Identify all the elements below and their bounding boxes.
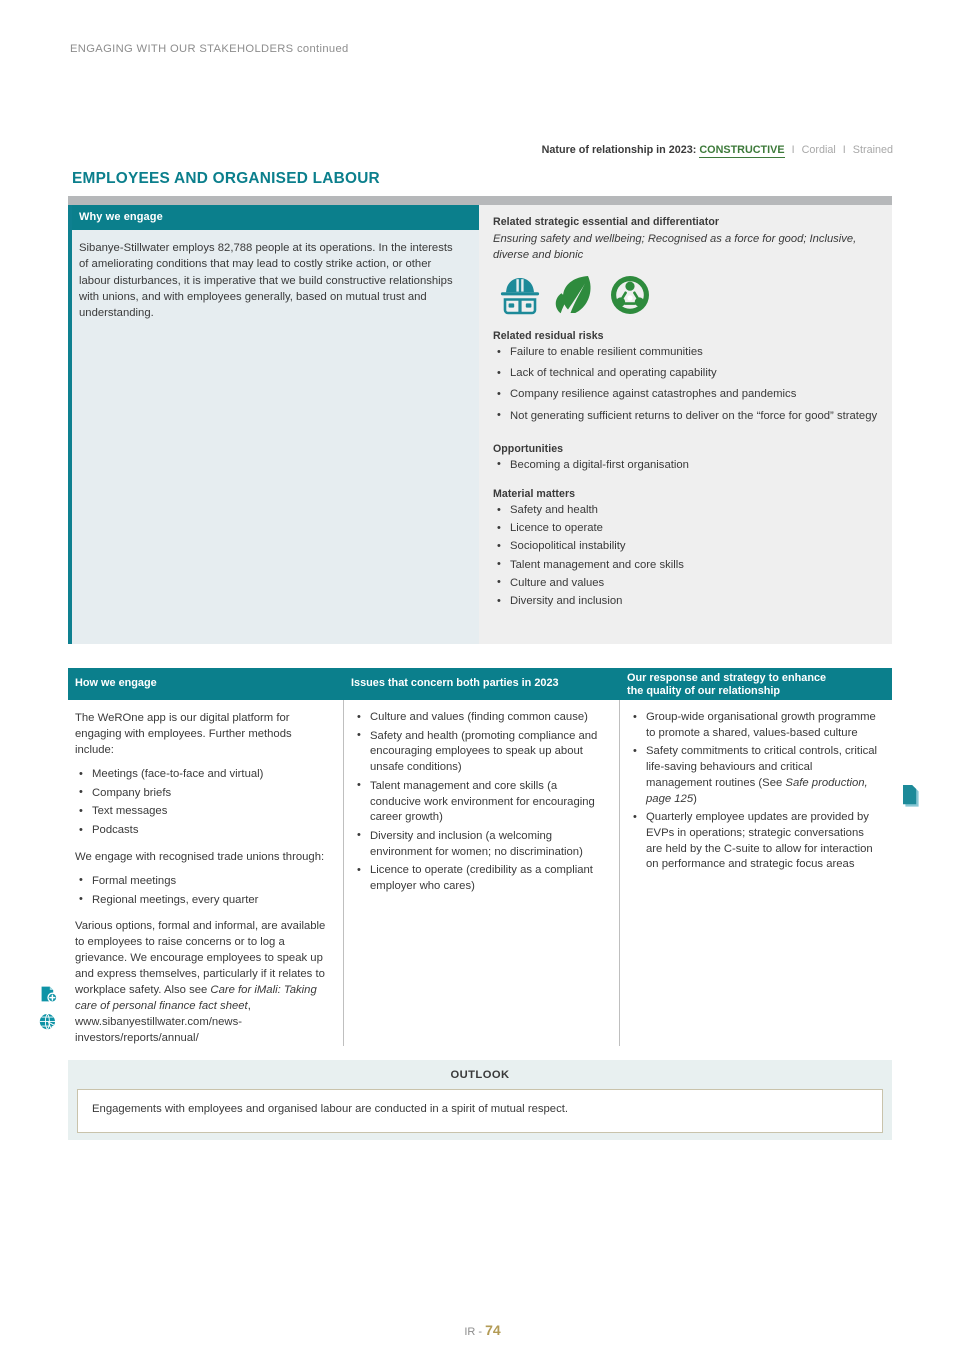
list-item: • Talent management and core skills: [493, 558, 878, 574]
material-matters-list: [493, 503, 878, 610]
page-footer: [0, 1322, 965, 1338]
grievance-text-part2: , www.sibanyestillwater.com/news-investors/reports/annual/: [75, 1000, 251, 1045]
outlook-block: [68, 1060, 892, 1140]
column-header-our-response: [620, 668, 892, 700]
opportunities-heading: Opportunities: [493, 442, 564, 455]
response-text-part1: Quarterly employee updates are provided by EVPs in operations; strategic conversations are held by the C-suite to allow for interaction on performance and strategic focus areas: [646, 811, 873, 871]
relationship-option-constructive: CONSTRUCTIVE: [699, 144, 785, 156]
outlook-title: OUTLOOK: [450, 1069, 510, 1081]
column-header-our-response-line1: Our response and strategy to enhance: [627, 672, 827, 684]
cell-how-we-engage: [68, 700, 344, 1046]
page-title: EMPLOYEES AND ORGANISED LABOUR: [72, 170, 380, 187]
relationship-legend: [542, 144, 893, 156]
relationship-option-strained: Strained: [852, 144, 893, 156]
list-item: • Diversity and inclusion (a welcoming environment for women; no discrimination): [353, 829, 606, 860]
list-item: • Diversity and inclusion: [493, 594, 878, 610]
list-item: • Licence to operate: [493, 521, 878, 537]
list-item: • Text messages: [75, 804, 330, 820]
list-item: [629, 810, 879, 873]
list-item: • Safety and health (promoting compliance and encouraging employees to speak up about unsafe conditions): [353, 729, 606, 776]
list-item: • Not generating sufficient returns to deliver on the “force for good” strategy: [493, 409, 878, 425]
opportunities-list: [493, 458, 878, 474]
grievance-fact-sheet-reference: Care for iMali: Taking care of personal finance fact sheet: [75, 984, 317, 1013]
table-row: [68, 700, 892, 1046]
people-circle-icon: [607, 273, 653, 317]
fact-sheet-icon[interactable]: [38, 984, 58, 1009]
grievance-text-part1: Various options, formal and informal, are available to employees to raise concerns or to log a grievance. We encourage employees to speak up and express themselves, particularly if it relates to workplace safety. Also see: [75, 920, 326, 997]
union-meetings-list: [75, 874, 330, 908]
strategic-essential-text: Ensuring safety and wellbeing; Recognised as a force for good; Inclusive, diverse and bionic: [493, 233, 857, 261]
list-item: • Failure to enable resilient communities: [493, 345, 878, 361]
response-text-part2: ): [693, 792, 697, 805]
list-item: • Regional meetings, every quarter: [75, 893, 330, 909]
list-item: • Sociopolitical instability: [493, 539, 878, 555]
response-text-part1: Group-wide organisational growth programme to promote a shared, values-based culture: [646, 711, 876, 739]
document-reference-icon[interactable]: [900, 784, 922, 815]
table-header-row: [68, 668, 892, 700]
outlook-text: Engagements with employees and organised labour are conducted in a spirit of mutual respect.: [77, 1089, 883, 1133]
globe-link-icon[interactable]: [38, 1012, 58, 1037]
strategic-context-panel: [479, 205, 892, 644]
list-item: • Podcasts: [75, 823, 330, 839]
list-item: • Company briefs: [75, 786, 330, 802]
grievance-paragraph: [75, 918, 330, 1046]
list-item: • Culture and values (finding common cause): [353, 710, 606, 726]
engagement-detail-table: [68, 668, 892, 1046]
relationship-separator-2: I: [842, 144, 846, 156]
column-header-issues: Issues that concern both parties in 2023: [351, 677, 559, 689]
hard-hat-icon: [497, 273, 543, 317]
list-item: • Safety and health: [493, 503, 878, 519]
list-item: • Talent management and core skills (a conducive work environment for encouraging career growth): [353, 779, 606, 826]
top-grey-rail: [68, 196, 892, 205]
material-matters-heading: Material matters: [493, 488, 576, 501]
list-item: • Formal meetings: [75, 874, 330, 890]
issues-list: [353, 710, 606, 895]
relationship-label: Nature of relationship in 2023:: [541, 144, 697, 156]
strategic-essential-heading: Related strategic essential and differentiator: [493, 216, 720, 228]
why-we-engage-panel: [72, 205, 479, 644]
safe-production-reference: Safe production, page 125: [646, 776, 868, 805]
list-item: • Meetings (face-to-face and virtual): [75, 767, 330, 783]
related-residual-risks-list: [493, 345, 878, 424]
cell-our-response: [620, 700, 892, 1046]
list-item: • Lack of technical and operating capability: [493, 366, 878, 382]
response-list: [629, 710, 879, 873]
relationship-separator-1: I: [791, 144, 795, 156]
column-header-our-response-line2: the quality of our relationship: [627, 684, 781, 697]
running-header: ENGAGING WITH OUR STAKEHOLDERS continued: [70, 43, 349, 55]
list-item: • Becoming a digital-first organisation: [493, 458, 878, 474]
list-item: [629, 710, 879, 741]
side-reference-icons: [38, 984, 58, 1037]
column-header-how-we-engage: How we engage: [75, 677, 157, 689]
engagement-overview-block: [68, 196, 892, 644]
strategic-icon-row: [497, 273, 878, 317]
page-number: 74: [485, 1322, 501, 1338]
related-residual-risks-heading: Related residual risks: [493, 330, 604, 342]
response-text-part1: Safety commitments to critical controls, critical life-saving behaviours and critical management routines (See: [646, 745, 878, 789]
why-we-engage-body: Sibanye-Stillwater employs 82,788 people at its operations. In the interests of ameliorating conditions that may lead to costly strike action, or other labour disturbances, it is imperative that we build constructive relationships with unions, and with employees generally, based on mutual trust and understanding.: [79, 242, 453, 320]
unions-intro: We engage with recognised trade unions through:: [75, 850, 325, 863]
leaf-icon: [552, 273, 598, 317]
engagement-methods-list: [75, 767, 330, 839]
list-item: [629, 744, 879, 807]
list-item: • Licence to operate (credibility as a compliant employer who cares): [353, 863, 606, 894]
footer-prefix: IR -: [464, 1326, 486, 1338]
list-item: • Company resilience against catastrophes and pandemics: [493, 387, 878, 403]
how-we-engage-intro: The WeROne app is our digital platform for engaging with employees. Further methods include:: [75, 712, 292, 756]
cell-issues: [344, 700, 620, 1046]
relationship-option-cordial: Cordial: [801, 144, 836, 156]
why-we-engage-heading: Why we engage: [72, 205, 479, 230]
list-item: • Culture and values: [493, 576, 878, 592]
